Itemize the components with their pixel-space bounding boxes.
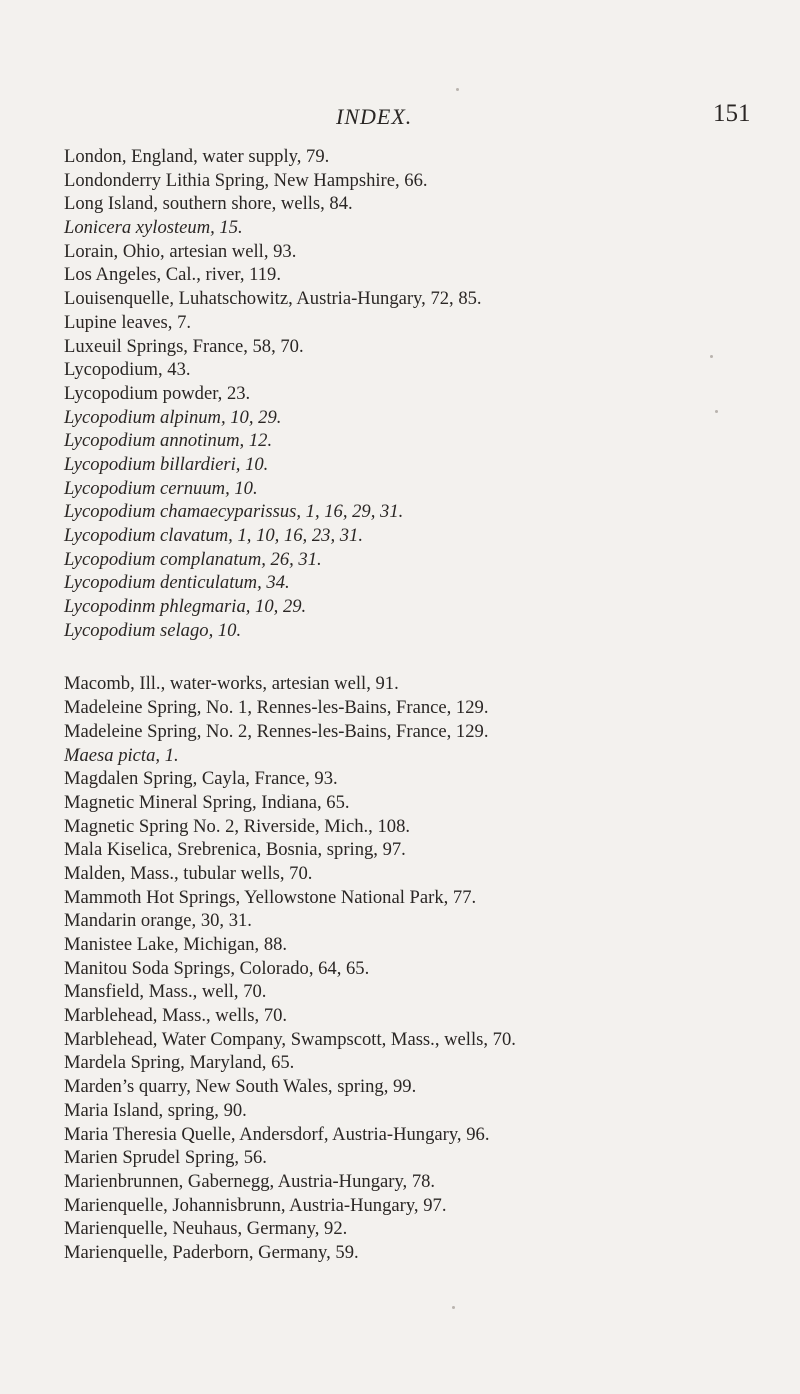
- index-entry: [64, 524, 784, 548]
- index-entry: [64, 216, 784, 240]
- index-entry: [64, 672, 784, 696]
- index-entry-text: Marienquelle, Paderborn, Germany, 59.: [64, 1241, 359, 1263]
- paper-speck: [710, 355, 713, 358]
- index-entry: [64, 169, 784, 193]
- index-entry: [64, 263, 784, 287]
- running-head: [0, 0, 800, 130]
- index-body: [64, 145, 784, 1265]
- index-entry: [64, 1194, 784, 1218]
- index-entry-text: Mardela Spring, Maryland, 65.: [64, 1052, 295, 1074]
- index-entry-text: Madeleine Spring, No. 2, Rennes-les-Bains, France, 129.: [64, 720, 489, 742]
- index-entry-text: Lycopodium annotinum, 12.: [64, 430, 273, 452]
- index-entry-text: Malden, Mass., tubular wells, 70.: [64, 862, 313, 884]
- index-entry: [64, 240, 784, 264]
- index-entry: [64, 909, 784, 933]
- index-entry-text: Magnetic Spring No. 2, Riverside, Mich., 108.: [64, 815, 411, 837]
- index-entry: [64, 1004, 784, 1028]
- paper-speck: [715, 410, 718, 413]
- index-entry-text: Mala Kiselica, Srebrenica, Bosnia, spring, 97.: [64, 839, 406, 861]
- index-entry: [64, 145, 784, 169]
- index-entry-text: Magdalen Spring, Cayla, France, 93.: [64, 768, 338, 790]
- index-entry: [64, 358, 784, 382]
- index-entry-text: Manistee Lake, Michigan, 88.: [64, 934, 288, 955]
- index-entry-text: Mansfield, Mass., well, 70.: [64, 981, 267, 1003]
- index-entry: [64, 1051, 784, 1075]
- index-entry: [64, 933, 784, 957]
- index-entry: [64, 838, 784, 862]
- index-entry-text: Marienquelle, Johannisbrunn, Austria-Hungary, 97.: [64, 1194, 447, 1216]
- index-entry-text: Mandarin orange, 30, 31.: [64, 910, 252, 932]
- index-entry: [64, 791, 784, 815]
- paper-speck: [452, 1306, 455, 1309]
- index-entry-text: Lycopodium denticulatum, 34.: [64, 572, 290, 594]
- index-entry-text: Lycopodium powder, 23.: [64, 382, 251, 404]
- index-entry: [64, 1146, 784, 1170]
- index-entry: [64, 1075, 784, 1099]
- index-entry: [64, 957, 784, 981]
- index-entry-text: Lycopodium selago, 10.: [64, 619, 242, 641]
- index-entry-text: Marienquelle, Neuhaus, Germany, 92.: [64, 1218, 348, 1240]
- index-entry-text: Long Island, southern shore, wells, 84.: [64, 193, 353, 215]
- index-entry-text: Lycopodium clavatum, 1, 10, 16, 23, 31.: [64, 525, 363, 546]
- index-entry-text: Magnetic Mineral Spring, Indiana, 65.: [64, 791, 350, 813]
- running-title: INDEX.: [336, 104, 413, 129]
- paper-speck: [456, 88, 459, 91]
- index-entry: [64, 595, 784, 619]
- index-entry-text: Lycopodium cernuum, 10.: [64, 477, 258, 499]
- index-entry: [64, 192, 784, 216]
- index-section-m: [64, 672, 784, 1264]
- index-entry-text: Macomb, Ill., water-works, artesian well, 91.: [64, 673, 399, 695]
- index-entry: [64, 429, 784, 453]
- index-entry: [64, 1123, 784, 1147]
- index-entry-text: Marien Sprudel Spring, 56.: [64, 1147, 267, 1169]
- index-entry-text: Madeleine Spring, No. 1, Rennes-les-Bains, France, 129.: [64, 697, 489, 719]
- index-entry: [64, 335, 784, 359]
- index-entry-text: Mammoth Hot Springs, Yellowstone National Park, 77.: [64, 886, 477, 908]
- index-entry-text: Maria Island, spring, 90.: [64, 1099, 247, 1121]
- index-entry: [64, 696, 784, 720]
- index-entry-text: Maria Theresia Quelle, Andersdorf, Austria-Hungary, 96.: [64, 1123, 490, 1145]
- index-entry: [64, 980, 784, 1004]
- index-entry-text: Los Angeles, Cal., river, 119.: [64, 264, 282, 286]
- index-entry: [64, 1099, 784, 1123]
- index-entry-text: Lycopodium chamaecyparissus, 1, 16, 29, 31.: [64, 501, 404, 523]
- index-section-l: [64, 145, 784, 642]
- index-entry-text: Lonicera xylosteum, 15.: [64, 217, 243, 239]
- index-entry-text: Lycopodium complanatum, 26, 31.: [64, 548, 322, 570]
- index-entry-text: Manitou Soda Springs, Colorado, 64, 65.: [64, 957, 370, 979]
- index-entry: [64, 406, 784, 430]
- index-entry: [64, 548, 784, 572]
- index-entry-text: Lycopodinm phlegmaria, 10, 29.: [64, 596, 307, 618]
- index-entry-text: Lycopodium alpinum, 10, 29.: [64, 406, 282, 428]
- index-entry: [64, 1028, 784, 1052]
- index-entry-text: Londonderry Lithia Spring, New Hampshire, 66.: [64, 169, 428, 191]
- index-entry-text: Lycopodium billardieri, 10.: [64, 453, 269, 475]
- index-entry-text: Marden’s quarry, New South Wales, spring, 99.: [64, 1076, 417, 1098]
- index-entry: [64, 571, 784, 595]
- index-entry: [64, 287, 784, 311]
- index-entry: [64, 744, 784, 768]
- index-entry-text: Marienbrunnen, Gabernegg, Austria-Hungary, 78.: [64, 1170, 436, 1192]
- index-entry-text: Lycopodium, 43.: [64, 359, 191, 381]
- index-entry: [64, 1241, 784, 1265]
- index-entry-text: Maesa picta, 1.: [64, 744, 179, 766]
- index-entry-text: Marblehead, Water Company, Swampscott, Mass., wells, 70.: [64, 1028, 516, 1050]
- index-entry: [64, 886, 784, 910]
- index-entry: [64, 1217, 784, 1241]
- index-entry: [64, 477, 784, 501]
- index-entry: [64, 862, 784, 886]
- page-number: 151: [713, 100, 751, 127]
- index-entry-text: Louisenquelle, Luhatschowitz, Austria-Hungary, 72, 85.: [64, 288, 482, 310]
- index-entry: [64, 815, 784, 839]
- index-entry-text: Luxeuil Springs, France, 58, 70.: [64, 335, 304, 357]
- index-entry: [64, 500, 784, 524]
- index-entry-text: Lorain, Ohio, artesian well, 93.: [64, 240, 297, 262]
- index-entry: [64, 453, 784, 477]
- index-entry: [64, 720, 784, 744]
- index-entry: [64, 767, 784, 791]
- index-entry-text: Lupine leaves, 7.: [64, 311, 192, 333]
- index-entry: [64, 311, 784, 335]
- index-entry-text: London, England, water supply, 79.: [64, 146, 330, 167]
- index-entry: [64, 619, 784, 643]
- index-entry-text: Marblehead, Mass., wells, 70.: [64, 1005, 288, 1027]
- index-entry: [64, 382, 784, 406]
- index-entry: [64, 1170, 784, 1194]
